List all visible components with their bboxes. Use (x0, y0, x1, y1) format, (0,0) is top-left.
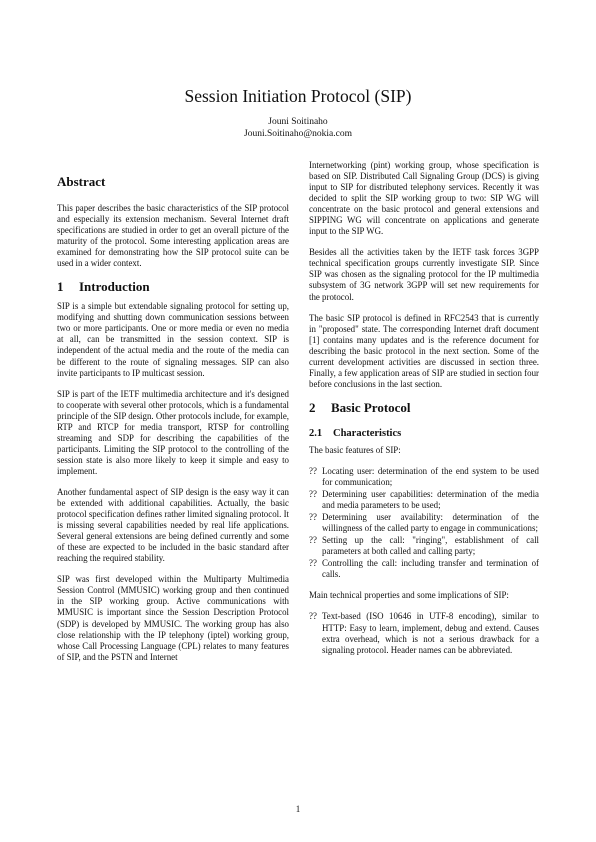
section-title: Basic Protocol (331, 399, 411, 415)
subsection-heading-characteristics (309, 427, 539, 440)
bullet-marker: ?? (309, 558, 317, 569)
abstract-text: This paper describes the basic characteristics of the SIP protocol and especially its extension mechanism. Several Internet draft specifications are studied in order to get an overall picture of the maturity of the protocol. Some interesting application areas are examined for demonstrating how the SIP protocol suite can be used in a wider context. (57, 203, 289, 269)
right-column (309, 160, 539, 666)
bullet-marker: ?? (309, 611, 317, 622)
list-item-text: Setting up the call: "ringing", establishment of call parameters at both called and calling party; (322, 535, 539, 557)
paragraph: SIP is a simple but extendable signaling protocol for setting up, modifying and shutting down communication sessions between two or more participants. One or more media or even no media at all, can be transmitted in the session context. SIP is independent of the actual media and the route of the media can be different to the route of signaling messages. SIP can also invite participants to IP multicast session. (57, 301, 289, 378)
subsection-title: Characteristics (333, 427, 402, 439)
abstract-heading: Abstract (57, 174, 106, 189)
list-item-text: Controlling the call: including transfer and termination of calls. (322, 558, 539, 580)
paragraph: SIP was first developed within the Multiparty Multimedia Session Control (MMUSIC) working group and then continued in the SIP working group. Active communications with MMUSIC is important since the Session Description Protocol (SDP) is developed by MMUSIC. The working group has also close relationship with the IP telephony (iptel) working group, whose Call Processing Language (CPL) relates to many features of SIP, and the PSTN and Internet (57, 574, 289, 662)
list-item (309, 558, 539, 580)
paragraph: Another fundamental aspect of SIP design is the easy way it can be extended with additional capabilities. Actually, the basic protocol specification defines rather limited signaling protocol. It is missing several capabilities needed by real life applications. Several general extensions are being defined currently and some of these are expected to be included in the basic standard after reaching the required stability. (57, 486, 289, 564)
author-block (0, 116, 596, 140)
list-item-text: Determining user availability: determination of the willingness of the called party to engage in communications; (322, 512, 539, 534)
author-name: Jouni Soitinaho (268, 117, 328, 127)
section-number: 1 (57, 279, 64, 295)
features-list (309, 466, 539, 580)
section-title: Introduction (79, 279, 150, 295)
section-heading-introduction (57, 279, 289, 295)
section-heading-basic-protocol (309, 400, 539, 416)
left-column (57, 160, 289, 673)
list-item (309, 535, 539, 557)
page-number: 1 (295, 804, 301, 814)
paragraph: The basic SIP protocol is defined in RFC2543 that is currently in "proposed" state. The corresponding Internet draft document [1] contains many updates and is the reference document for describing the basic protocol in the next section. Some of the current development activities are discussed in section three. Finally, a few application areas of SIP are studied in section four before conclusions in the last section. (309, 312, 539, 389)
bullet-marker: ?? (309, 465, 317, 476)
bullet-marker: ?? (309, 512, 317, 523)
properties-list (309, 611, 539, 655)
paper-title: Session Initiation Protocol (SIP) (184, 86, 412, 106)
paragraph: Besides all the activities taken by the IETF task forces 3GPP technical specification groups currently investigate SIP. Since SIP was chosen as the signaling protocol for the IP multimedia subsystem of 3G network 3GPP will set new requirements for the protocol. (309, 247, 539, 302)
bullet-marker: ?? (309, 535, 317, 546)
list-item (309, 512, 539, 534)
list-item-text: Locating user: determination of the end system to be used for communication; (322, 465, 539, 487)
bullet-marker: ?? (309, 489, 317, 500)
author-email: Jouni.Soitinaho@nokia.com (244, 129, 352, 139)
properties-intro: Main technical properties and some implications of SIP: (309, 590, 509, 601)
paragraph: Internetworking (pint) working group, whose specification is based on SIP. Distributed Call Signaling Group (DCS) is giving input to SIP for distributed telephony services. Recently it was decided to split the SIP working group to two: SIP WG will concentrate on the basic protocol and general extensions and SIPPING WG will concentrate on applications and generate input to the SIP WG. (309, 160, 539, 237)
section-number: 2 (309, 399, 316, 415)
list-item-text: Determining user capabilities: determination of the media and media parameters to be used; (322, 489, 539, 511)
paragraph: SIP is part of the IETF multimedia architecture and it's designed to cooperate with several other protocols, which is a fundamental principle of the SIP design. Other protocols include, for example, RTP and RTCP for media transport, RTSP for controlling streaming and SDP for describing the capabilities of the participants. Limiting the SIP protocol to the controlling of the session state is also more likely to keep it simple and easy to implement. (57, 388, 289, 476)
subsection-number: 2.1 (309, 427, 323, 439)
list-item-text: Text-based (ISO 10646 in UTF-8 encoding), similar to HTTP: Easy to learn, implement, debug and extend. Causes extra overhead, which is not a serious drawback for a signaling protocol. Header names can be abbreviated. (322, 611, 539, 655)
list-item (309, 466, 539, 488)
list-item (309, 489, 539, 511)
features-intro: The basic features of SIP: (309, 444, 401, 455)
list-item (309, 611, 539, 655)
